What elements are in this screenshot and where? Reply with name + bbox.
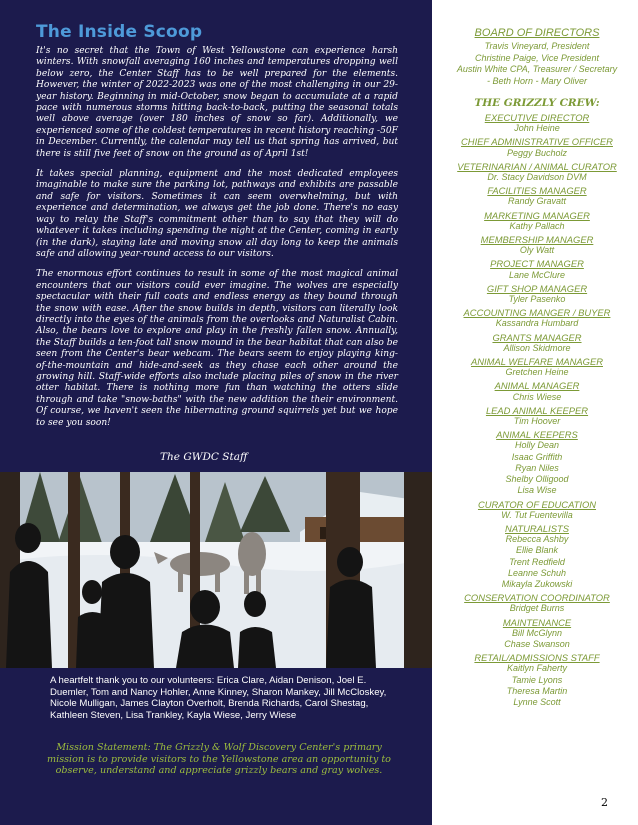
staff-name: Allison Skidmore (503, 342, 571, 353)
board-title: BOARD OF DIRECTORS (474, 27, 600, 39)
staff-name: Chase Swanson (504, 638, 570, 649)
article-paragraph: The enormous effort continues to result in some of the most magical animal encounters that our visitors could ever imagine. The wolves are especially spectacular with their full coats and endless energy as they bound through the snow with ease. After the snow builds in depth, visitors can literally look directly into the eyes of the animals from the overlooks and Naturalist Cabin. Also, the bears love to explore and play in the freshly fallen snow. Annually, the Staff builds a ten-foot tall snow mound in the bear habitat that can also be seen from the Center's bear webcam. The bears seem to enjoy playing king-of-the-mountain and hide-and-seek as they chase each other around the growing hill. Staff-wide efforts also include placing piles of snow in the river otter habitat. There is nothing more fun than watching the otters slide through and take "snow-baths" with the new addition the their environment. Of course, we haven't seen the hibernating ground squirrels yet but we hope to see you soon! (36, 269, 398, 428)
staff-department (446, 652, 628, 708)
staff-name: Trent Redfield (509, 556, 565, 567)
staff-name: Oly Watt (519, 245, 555, 256)
department-title: MAINTENANCE (502, 616, 572, 628)
article-body (36, 46, 398, 438)
staff-name: Tim Hoover (513, 416, 561, 427)
staff-name: Bill McGlynn (511, 627, 562, 638)
staff-name: Dr. Stacy Davidson DVM (487, 172, 587, 183)
mission-statement: Mission Statement: The Grizzly & Wolf Discovery Center's primary mission is to provide visitors to the Yellowstone area an opportunity to observe, understand and appreciate grizzly bears and gray wolves. (47, 742, 391, 777)
department-title: CURATOR OF EDUCATION (477, 498, 597, 510)
staff-department (446, 405, 628, 427)
department-title: ANIMAL KEEPERS (496, 429, 578, 441)
staff-name: Mikayla Zukowski (501, 578, 573, 589)
staff-department (446, 283, 628, 305)
staff-name: Kathy Pallach (509, 220, 565, 231)
department-title: GIFT SHOP MANAGER (486, 282, 588, 294)
board-member: - Beth Horn - Mary Oliver (486, 75, 588, 86)
article-paragraph: It takes special planning, equipment and the most dedicated employees imaginable to make sure the parking lot, pathways and exhibits are passable and safe for visitors. Sometimes it can seem overwhelming, but with experience and determination, we always get the job done. There's no easy way to relay the Staff's commitment other than to say that they will do whatever it takes including spending the night at the Center, coming in early (in the dark), staying late and moving snow all day long to keep the animals safe and allowing year-round access to our visitors. (36, 169, 398, 259)
staff-name: Lisa Wise (517, 485, 557, 496)
staff-name: Isaac Griffith (511, 451, 563, 462)
article-paragraph: It's no secret that the Town of West Yellowstone can experience harsh winters. With snowfall averaging 160 inches and temperatures dropping well below zero, the Center Staff has to be well prepared for the elements. However, the winter of 2022-2023 was one of the most challenging in our 29-year history. Beginning in mid-October, snow began to accumulate at a rapid pace with numerous storms hitting back-to-back, putting the seasonal totals well above average (over 180 inches of snow so far). Additionally, we experienced some of the coldest temperatures in recent history reaching -50F in December. Currently, the calendar may tell us that spring has arrived, but there is still five feet of snow on the ground as of April 1st! (36, 46, 398, 159)
department-title: ANIMAL MANAGER (494, 380, 580, 392)
board-member: Travis Vineyard, President (484, 41, 590, 51)
staff-name: Tyler Pasenko (508, 294, 566, 305)
staff-department (446, 380, 628, 402)
department-title: VETERINARIAN / ANIMAL CURATOR (457, 160, 617, 172)
staff-name: Randy Gravatt (507, 196, 567, 207)
department-title: MARKETING MANAGER (484, 209, 590, 221)
staff-department (446, 523, 628, 590)
department-title: PROJECT MANAGER (490, 258, 584, 270)
department-title: NATURALISTS (505, 522, 569, 534)
staff-department (446, 185, 628, 207)
volunteers-thanks: A heartfelt thank you to our volunteers: Erica Clare, Aidan Denison, Joel E. Duemler, Tom and Nancy Hohler, Anne Kinney, Sharon Mankey, Jill McCloskey, Nicole Mulligan, James Clayton Overholt, Brenda Richards, Carol Shestag, Kathleen Steven, Lisa Trankley, Kayla Wiese, Jerry Wiese (50, 675, 387, 721)
staff-department (446, 307, 628, 329)
staff-department (446, 356, 628, 378)
staff-department (446, 258, 628, 280)
staff-name: Peggy Bucholz (506, 147, 568, 158)
staff-name: Shelby Olligood (505, 474, 569, 485)
department-title: EXECUTIVE DIRECTOR (484, 112, 590, 123)
staff-name: Gretchen Heine (505, 367, 569, 378)
staff-department (446, 136, 628, 158)
staff-name: John Heine (514, 123, 560, 134)
board-member: Christine Paige, Vice President (475, 52, 599, 63)
staff-department (446, 592, 628, 614)
department-title: GRANTS MANAGER (492, 331, 582, 343)
crew-title: THE GRIZZLY CREW: (474, 97, 600, 109)
staff-department (446, 234, 628, 256)
page-number: 2 (601, 796, 608, 809)
staff-name: Holly Dean (514, 440, 560, 451)
department-title: FACILITIES MANAGER (487, 185, 587, 197)
staff-name: Kassandra Humbard (495, 318, 579, 329)
wolf-viewing-photo (0, 472, 432, 668)
staff-name: Kaitlyn Faherty (506, 663, 568, 674)
staff-department (446, 499, 628, 521)
staff-name: Chris Wiese (512, 391, 562, 402)
staff-name: Lynne Scott (513, 696, 561, 707)
department-title: ACCOUNTING MANGER / BUYER (463, 307, 611, 319)
article-title: The Inside Scoop (36, 22, 203, 42)
department-title: RETAIL/ADMISSIONS STAFF (474, 652, 600, 664)
staff-name: Theresa Martin (506, 685, 568, 696)
board-member: Austin White CPA, Treasurer / Secretary (456, 64, 618, 74)
staff-name: Ellie Blank (515, 545, 559, 556)
department-title: CONSERVATION COORDINATOR (464, 592, 610, 604)
staff-department (446, 332, 628, 354)
department-title: LEAD ANIMAL KEEPER (485, 404, 589, 416)
staff-name: Leanne Schuh (507, 567, 567, 578)
staff-name: W. Tut Fuentevilla (501, 509, 573, 520)
department-title: ANIMAL WELFARE MANAGER (471, 356, 603, 368)
staff-department (446, 112, 628, 134)
department-title: CHIEF ADMINISTRATIVE OFFICER (461, 136, 613, 148)
staff-name: Tamie Lyons (511, 674, 563, 685)
staff-name: Bridget Burns (509, 603, 565, 614)
staff-directory (446, 26, 628, 708)
staff-name: Rebecca Ashby (505, 534, 569, 545)
staff-department (446, 161, 628, 183)
staff-department (446, 617, 628, 651)
staff-name: Ryan Niles (515, 462, 559, 473)
staff-department (446, 429, 628, 496)
article-signature: The GWDC Staff (160, 451, 248, 463)
department-title: MEMBERSHIP MANAGER (480, 234, 594, 246)
staff-department (446, 210, 628, 232)
staff-name: Lane McClure (508, 269, 566, 280)
